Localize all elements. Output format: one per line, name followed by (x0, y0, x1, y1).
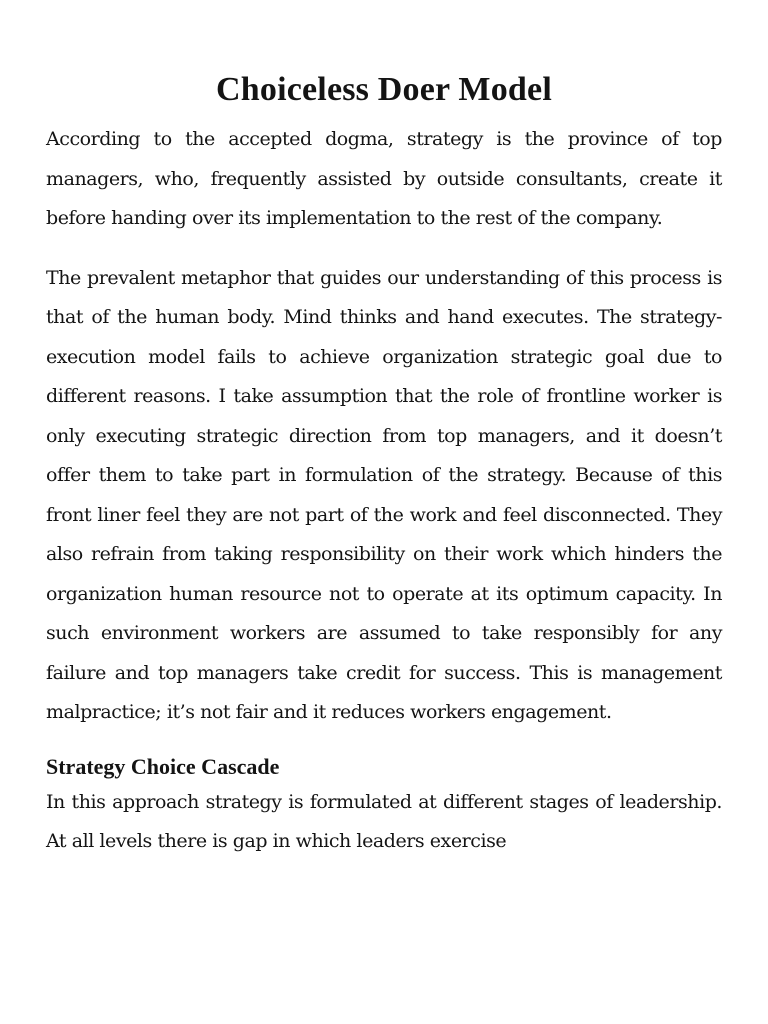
document-page (46, 68, 722, 882)
paragraph-intro: According to the accepted dogma, strategy is the province of top managers, who, frequently assisted by outside consultants, create it before handing over its implementation to the rest of the company. (46, 128, 722, 229)
paragraph-cascade: In this approach strategy is formulated at different stages of leadership. At all levels there is gap in which leaders exercise (46, 790, 722, 852)
section-heading: Strategy Choice Cascade (46, 753, 280, 779)
paragraph-metaphor: The prevalent metaphor that guides our understanding of this process is that of the human body. Mind thinks and hand executes. The strategy-execution model fails to achieve organization strategic goal due to different reasons. I take assumption that the role of frontline worker is only executing strategic direction from top managers, and it doesn’t offer them to take part in formulation of the strategy. Because of this front liner feel they are not part of the work and feel disconnected. They also refrain from taking responsibility on their work which hinders the organization human resource not to operate at its optimum capacity. In such environment workers are assumed to take responsibly for any failure and top managers take credit for success. This is management malpractice; it’s not fair and it reduces workers engagement. (46, 266, 722, 723)
document-title: Choiceless Doer Model (216, 71, 552, 108)
